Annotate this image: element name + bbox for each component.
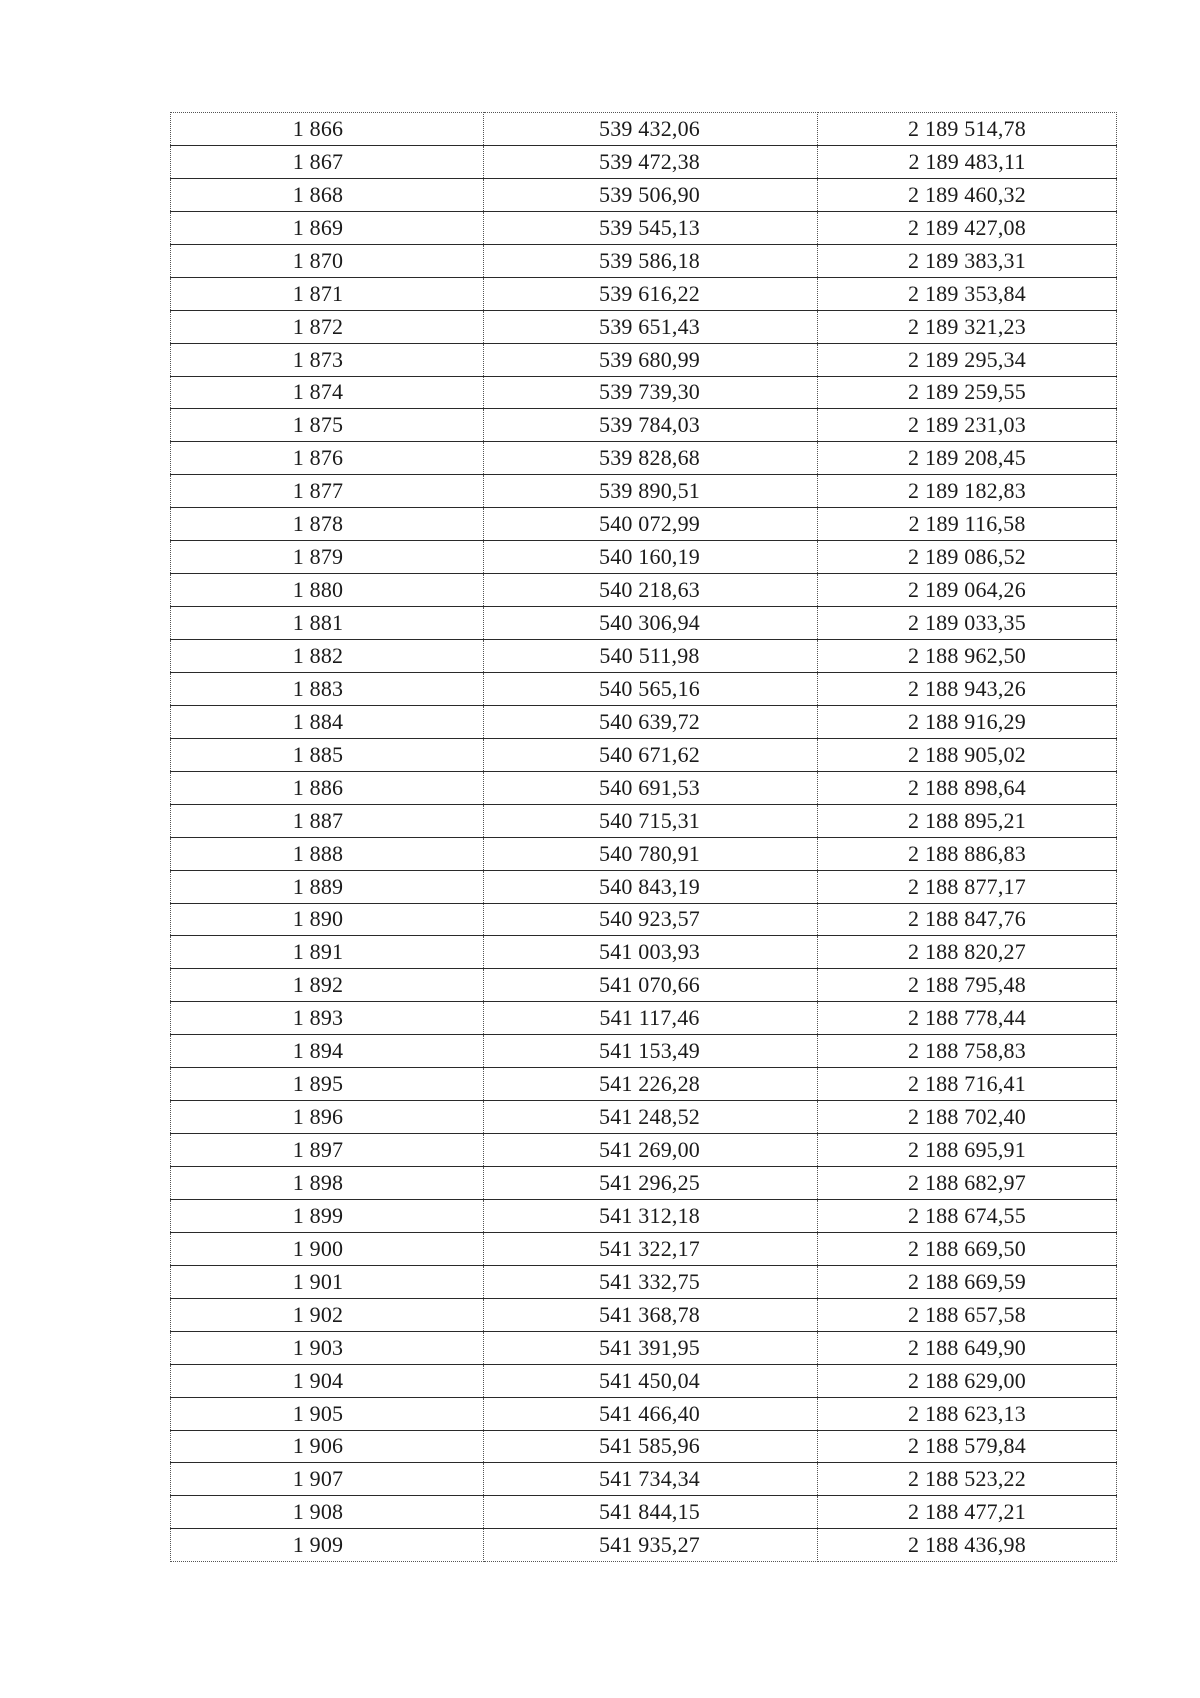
- x-coordinate-cell: 541 226,28: [484, 1068, 818, 1101]
- table-row: [171, 738, 1117, 771]
- table-row: [171, 310, 1117, 343]
- y-coordinate-cell: 2 188 657,58: [818, 1298, 1117, 1331]
- y-coordinate-cell: 2 188 820,27: [818, 936, 1117, 969]
- point-number-cell: 1 878: [171, 508, 484, 541]
- y-coordinate-cell: 2 188 716,41: [818, 1068, 1117, 1101]
- table-row: [171, 178, 1117, 211]
- x-coordinate-cell: 539 432,06: [484, 113, 818, 146]
- point-number-cell: 1 891: [171, 936, 484, 969]
- table-row: [171, 1199, 1117, 1232]
- point-number-cell: 1 881: [171, 607, 484, 640]
- point-number-cell: 1 894: [171, 1035, 484, 1068]
- y-coordinate-cell: 2 189 208,45: [818, 442, 1117, 475]
- table-row: [171, 1298, 1117, 1331]
- y-coordinate-cell: 2 188 477,21: [818, 1496, 1117, 1529]
- x-coordinate-cell: 539 739,30: [484, 376, 818, 409]
- y-coordinate-cell: 2 188 629,00: [818, 1364, 1117, 1397]
- table-row: [171, 870, 1117, 903]
- point-number-cell: 1 873: [171, 343, 484, 376]
- x-coordinate-cell: 541 332,75: [484, 1265, 818, 1298]
- point-number-cell: 1 897: [171, 1134, 484, 1167]
- x-coordinate-cell: 539 651,43: [484, 310, 818, 343]
- x-coordinate-cell: 541 312,18: [484, 1199, 818, 1232]
- table-row: [171, 508, 1117, 541]
- x-coordinate-cell: 541 296,25: [484, 1167, 818, 1200]
- y-coordinate-cell: 2 189 427,08: [818, 211, 1117, 244]
- x-coordinate-cell: 541 585,96: [484, 1430, 818, 1463]
- point-number-cell: 1 888: [171, 837, 484, 870]
- y-coordinate-cell: 2 188 898,64: [818, 771, 1117, 804]
- table-row: [171, 1430, 1117, 1463]
- point-number-cell: 1 892: [171, 969, 484, 1002]
- y-coordinate-cell: 2 189 460,32: [818, 178, 1117, 211]
- x-coordinate-cell: 540 843,19: [484, 870, 818, 903]
- x-coordinate-cell: 541 734,34: [484, 1463, 818, 1496]
- point-number-cell: 1 898: [171, 1167, 484, 1200]
- point-number-cell: 1 886: [171, 771, 484, 804]
- y-coordinate-cell: 2 188 669,50: [818, 1232, 1117, 1265]
- x-coordinate-cell: 540 218,63: [484, 574, 818, 607]
- table-row: [171, 1529, 1117, 1562]
- x-coordinate-cell: 540 715,31: [484, 804, 818, 837]
- y-coordinate-cell: 2 188 523,22: [818, 1463, 1117, 1496]
- x-coordinate-cell: 541 391,95: [484, 1331, 818, 1364]
- x-coordinate-cell: 539 545,13: [484, 211, 818, 244]
- x-coordinate-cell: 539 828,68: [484, 442, 818, 475]
- point-number-cell: 1 902: [171, 1298, 484, 1331]
- y-coordinate-cell: 2 188 795,48: [818, 969, 1117, 1002]
- x-coordinate-cell: 541 070,66: [484, 969, 818, 1002]
- x-coordinate-cell: 541 844,15: [484, 1496, 818, 1529]
- y-coordinate-cell: 2 189 353,84: [818, 277, 1117, 310]
- point-number-cell: 1 900: [171, 1232, 484, 1265]
- x-coordinate-cell: 541 003,93: [484, 936, 818, 969]
- x-coordinate-cell: 540 072,99: [484, 508, 818, 541]
- x-coordinate-cell: 539 890,51: [484, 475, 818, 508]
- x-coordinate-cell: 540 306,94: [484, 607, 818, 640]
- point-number-cell: 1 904: [171, 1364, 484, 1397]
- table-row: [171, 145, 1117, 178]
- point-number-cell: 1 889: [171, 870, 484, 903]
- point-number-cell: 1 885: [171, 738, 484, 771]
- point-number-cell: 1 884: [171, 705, 484, 738]
- table-row: [171, 1232, 1117, 1265]
- table-row: [171, 1134, 1117, 1167]
- point-number-cell: 1 883: [171, 672, 484, 705]
- y-coordinate-cell: 2 188 943,26: [818, 672, 1117, 705]
- x-coordinate-cell: 540 923,57: [484, 903, 818, 936]
- point-number-cell: 1 909: [171, 1529, 484, 1562]
- x-coordinate-cell: 539 616,22: [484, 277, 818, 310]
- y-coordinate-cell: 2 189 231,03: [818, 409, 1117, 442]
- y-coordinate-cell: 2 189 383,31: [818, 244, 1117, 277]
- table-row: [171, 574, 1117, 607]
- x-coordinate-cell: 540 639,72: [484, 705, 818, 738]
- y-coordinate-cell: 2 189 259,55: [818, 376, 1117, 409]
- y-coordinate-cell: 2 188 579,84: [818, 1430, 1117, 1463]
- point-number-cell: 1 877: [171, 475, 484, 508]
- table-row: [171, 277, 1117, 310]
- y-coordinate-cell: 2 188 702,40: [818, 1101, 1117, 1134]
- y-coordinate-cell: 2 189 182,83: [818, 475, 1117, 508]
- point-number-cell: 1 887: [171, 804, 484, 837]
- x-coordinate-cell: 541 269,00: [484, 1134, 818, 1167]
- y-coordinate-cell: 2 188 682,97: [818, 1167, 1117, 1200]
- point-number-cell: 1 901: [171, 1265, 484, 1298]
- coordinates-table: [170, 112, 1117, 1562]
- x-coordinate-cell: 541 466,40: [484, 1397, 818, 1430]
- y-coordinate-cell: 2 188 649,90: [818, 1331, 1117, 1364]
- x-coordinate-cell: 540 691,53: [484, 771, 818, 804]
- x-coordinate-cell: 539 680,99: [484, 343, 818, 376]
- x-coordinate-cell: 540 780,91: [484, 837, 818, 870]
- x-coordinate-cell: 539 784,03: [484, 409, 818, 442]
- y-coordinate-cell: 2 188 669,59: [818, 1265, 1117, 1298]
- point-number-cell: 1 906: [171, 1430, 484, 1463]
- table-row: [171, 1397, 1117, 1430]
- y-coordinate-cell: 2 188 916,29: [818, 705, 1117, 738]
- x-coordinate-cell: 541 117,46: [484, 1002, 818, 1035]
- table-row: [171, 640, 1117, 673]
- table-row: [171, 771, 1117, 804]
- y-coordinate-cell: 2 189 116,58: [818, 508, 1117, 541]
- table-row: [171, 409, 1117, 442]
- table-row: [171, 1068, 1117, 1101]
- point-number-cell: 1 874: [171, 376, 484, 409]
- coordinates-table-body: [171, 113, 1117, 1562]
- point-number-cell: 1 908: [171, 1496, 484, 1529]
- table-row: [171, 1002, 1117, 1035]
- table-row: [171, 442, 1117, 475]
- table-row: [171, 1364, 1117, 1397]
- point-number-cell: 1 882: [171, 640, 484, 673]
- y-coordinate-cell: 2 189 514,78: [818, 113, 1117, 146]
- x-coordinate-cell: 541 322,17: [484, 1232, 818, 1265]
- point-number-cell: 1 893: [171, 1002, 484, 1035]
- point-number-cell: 1 868: [171, 178, 484, 211]
- y-coordinate-cell: 2 189 295,34: [818, 343, 1117, 376]
- y-coordinate-cell: 2 189 321,23: [818, 310, 1117, 343]
- y-coordinate-cell: 2 188 758,83: [818, 1035, 1117, 1068]
- table-row: [171, 1265, 1117, 1298]
- point-number-cell: 1 880: [171, 574, 484, 607]
- x-coordinate-cell: 541 935,27: [484, 1529, 818, 1562]
- table-row: [171, 343, 1117, 376]
- table-row: [171, 1035, 1117, 1068]
- table-row: [171, 969, 1117, 1002]
- y-coordinate-cell: 2 189 064,26: [818, 574, 1117, 607]
- table-row: [171, 1331, 1117, 1364]
- x-coordinate-cell: 539 472,38: [484, 145, 818, 178]
- point-number-cell: 1 866: [171, 113, 484, 146]
- y-coordinate-cell: 2 188 962,50: [818, 640, 1117, 673]
- table-row: [171, 1496, 1117, 1529]
- table-row: [171, 211, 1117, 244]
- y-coordinate-cell: 2 188 895,21: [818, 804, 1117, 837]
- x-coordinate-cell: 541 450,04: [484, 1364, 818, 1397]
- table-row: [171, 244, 1117, 277]
- point-number-cell: 1 876: [171, 442, 484, 475]
- x-coordinate-cell: 541 153,49: [484, 1035, 818, 1068]
- y-coordinate-cell: 2 188 623,13: [818, 1397, 1117, 1430]
- point-number-cell: 1 895: [171, 1068, 484, 1101]
- x-coordinate-cell: 540 565,16: [484, 672, 818, 705]
- point-number-cell: 1 872: [171, 310, 484, 343]
- y-coordinate-cell: 2 189 483,11: [818, 145, 1117, 178]
- table-row: [171, 475, 1117, 508]
- point-number-cell: 1 890: [171, 903, 484, 936]
- x-coordinate-cell: 541 248,52: [484, 1101, 818, 1134]
- table-row: [171, 541, 1117, 574]
- y-coordinate-cell: 2 189 086,52: [818, 541, 1117, 574]
- table-row: [171, 1167, 1117, 1200]
- point-number-cell: 1 867: [171, 145, 484, 178]
- x-coordinate-cell: 541 368,78: [484, 1298, 818, 1331]
- point-number-cell: 1 871: [171, 277, 484, 310]
- table-row: [171, 607, 1117, 640]
- point-number-cell: 1 899: [171, 1199, 484, 1232]
- table-row: [171, 705, 1117, 738]
- y-coordinate-cell: 2 189 033,35: [818, 607, 1117, 640]
- y-coordinate-cell: 2 188 436,98: [818, 1529, 1117, 1562]
- y-coordinate-cell: 2 188 877,17: [818, 870, 1117, 903]
- y-coordinate-cell: 2 188 674,55: [818, 1199, 1117, 1232]
- point-number-cell: 1 875: [171, 409, 484, 442]
- point-number-cell: 1 870: [171, 244, 484, 277]
- x-coordinate-cell: 540 511,98: [484, 640, 818, 673]
- point-number-cell: 1 869: [171, 211, 484, 244]
- table-row: [171, 1463, 1117, 1496]
- table-row: [171, 936, 1117, 969]
- x-coordinate-cell: 539 506,90: [484, 178, 818, 211]
- y-coordinate-cell: 2 188 886,83: [818, 837, 1117, 870]
- table-row: [171, 376, 1117, 409]
- table-row: [171, 672, 1117, 705]
- point-number-cell: 1 907: [171, 1463, 484, 1496]
- y-coordinate-cell: 2 188 905,02: [818, 738, 1117, 771]
- point-number-cell: 1 879: [171, 541, 484, 574]
- table-row: [171, 1101, 1117, 1134]
- x-coordinate-cell: 539 586,18: [484, 244, 818, 277]
- point-number-cell: 1 903: [171, 1331, 484, 1364]
- y-coordinate-cell: 2 188 847,76: [818, 903, 1117, 936]
- point-number-cell: 1 905: [171, 1397, 484, 1430]
- x-coordinate-cell: 540 671,62: [484, 738, 818, 771]
- table-row: [171, 804, 1117, 837]
- y-coordinate-cell: 2 188 778,44: [818, 1002, 1117, 1035]
- table-row: [171, 903, 1117, 936]
- y-coordinate-cell: 2 188 695,91: [818, 1134, 1117, 1167]
- table-row: [171, 837, 1117, 870]
- table-row: [171, 113, 1117, 146]
- point-number-cell: 1 896: [171, 1101, 484, 1134]
- x-coordinate-cell: 540 160,19: [484, 541, 818, 574]
